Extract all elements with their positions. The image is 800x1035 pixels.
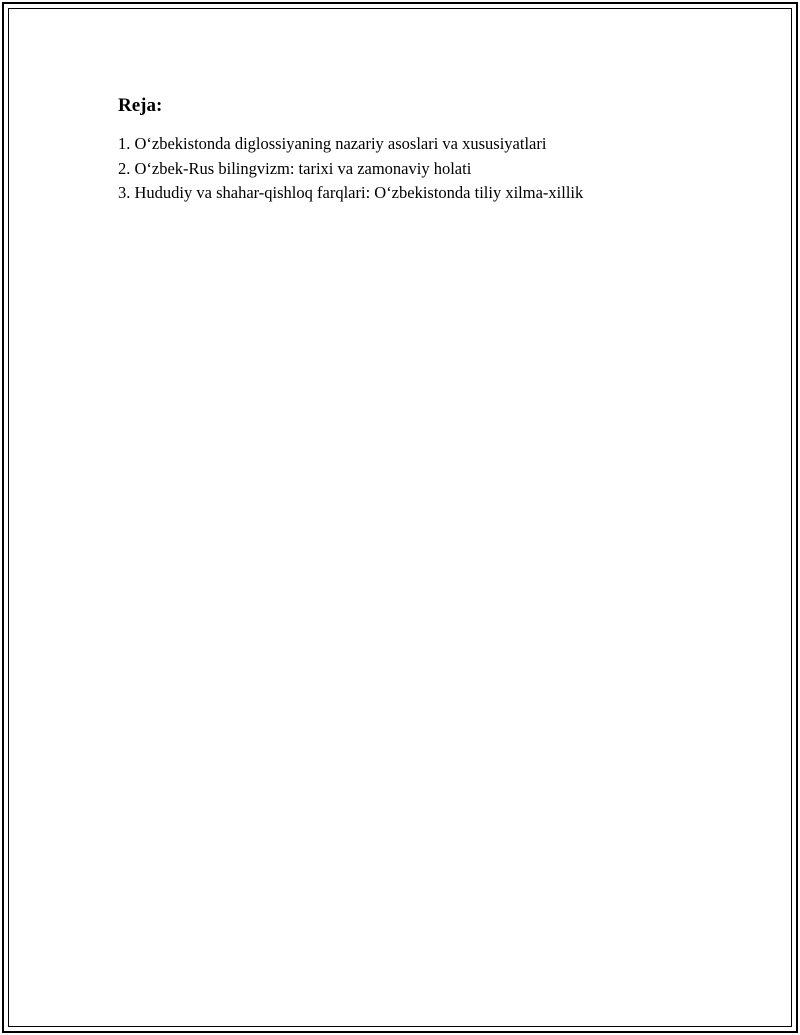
plan-item-1: 1. O‘zbekistonda diglossiyaning nazariy asoslari va xususiyatlari — [118, 134, 547, 153]
plan-list — [118, 132, 718, 206]
plan-item-3: 3. Hududiy va shahar-qishloq farqlari: O‘zbekistonda tiliy xilma-xillik — [118, 183, 584, 202]
plan-item-2: 2. O‘zbek-Rus bilingvizm: tarixi va zamonaviy holati — [118, 158, 472, 178]
document-body — [118, 94, 718, 206]
plan-heading: Reja: — [118, 95, 163, 116]
